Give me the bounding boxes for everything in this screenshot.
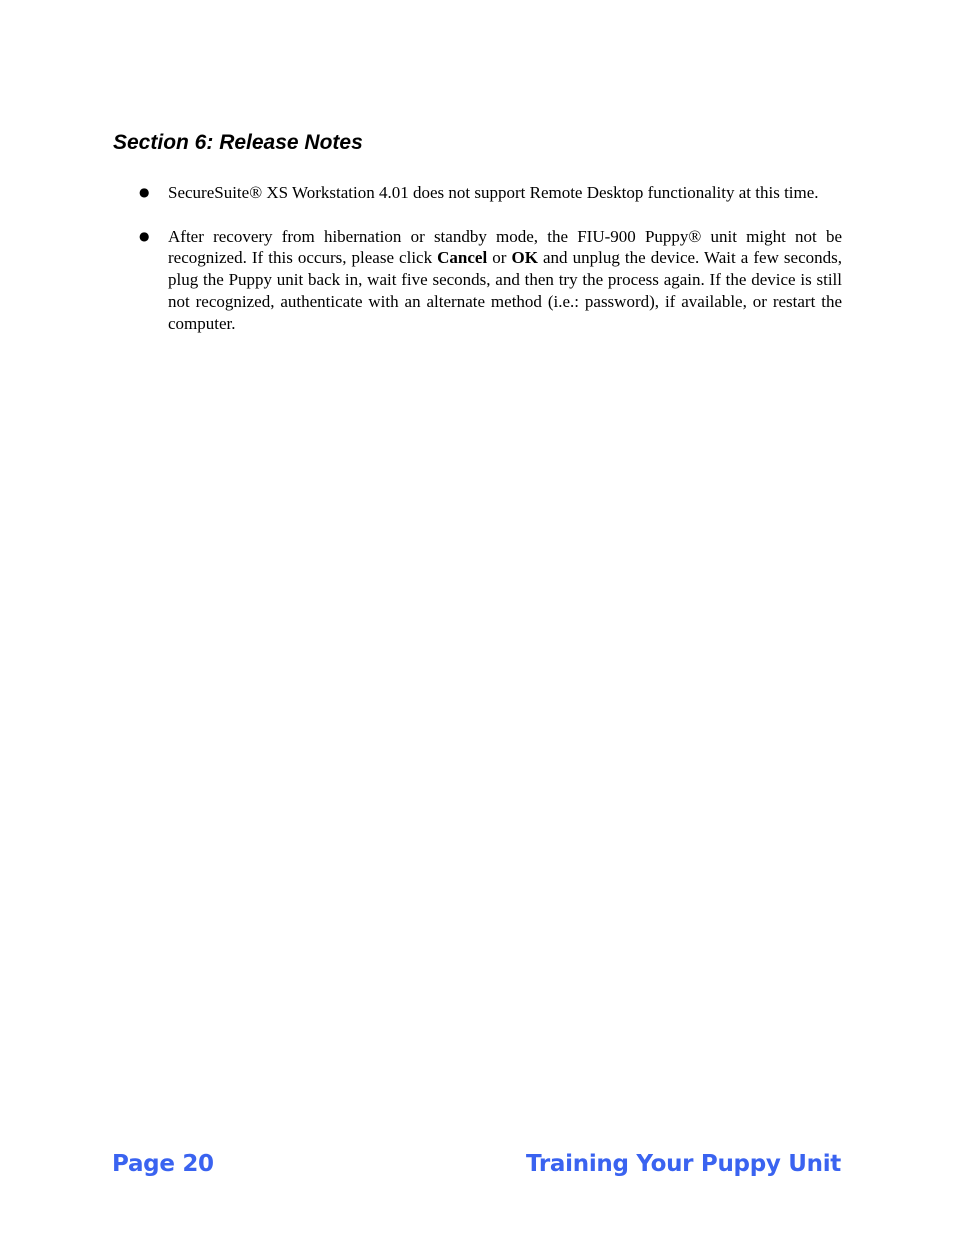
cancel-label: Cancel [437, 248, 488, 268]
note-text-part: After recovery from hibernation or standby mode, the FIU-900 Puppy® unit might not be recognized. If this occurs, please click [168, 226, 842, 268]
note-text-part: and unplug the device. Wait a few seconds, plug the Puppy unit back in, wait five seconds, and then try the process again. If the device is still not recognized, authenticate with an alternate method (i.e.: password), if available, or restart the computer. [168, 248, 842, 333]
chapter-title: Training Your Puppy Unit [526, 1151, 841, 1177]
list-item [139, 182, 842, 204]
bullet-icon: ● [139, 228, 150, 243]
bullet-icon: ● [139, 185, 150, 199]
list-item [139, 226, 842, 335]
ok-label: OK [511, 248, 538, 268]
note-text: SecureSuite® XS Workstation 4.01 does not support Remote Desktop functionality at this time. [168, 183, 819, 202]
section-title: Section 6: Release Notes [113, 131, 363, 154]
release-notes-list [139, 182, 842, 334]
page-number: Page 20 [112, 1151, 214, 1177]
note-text-part: or [487, 248, 512, 268]
